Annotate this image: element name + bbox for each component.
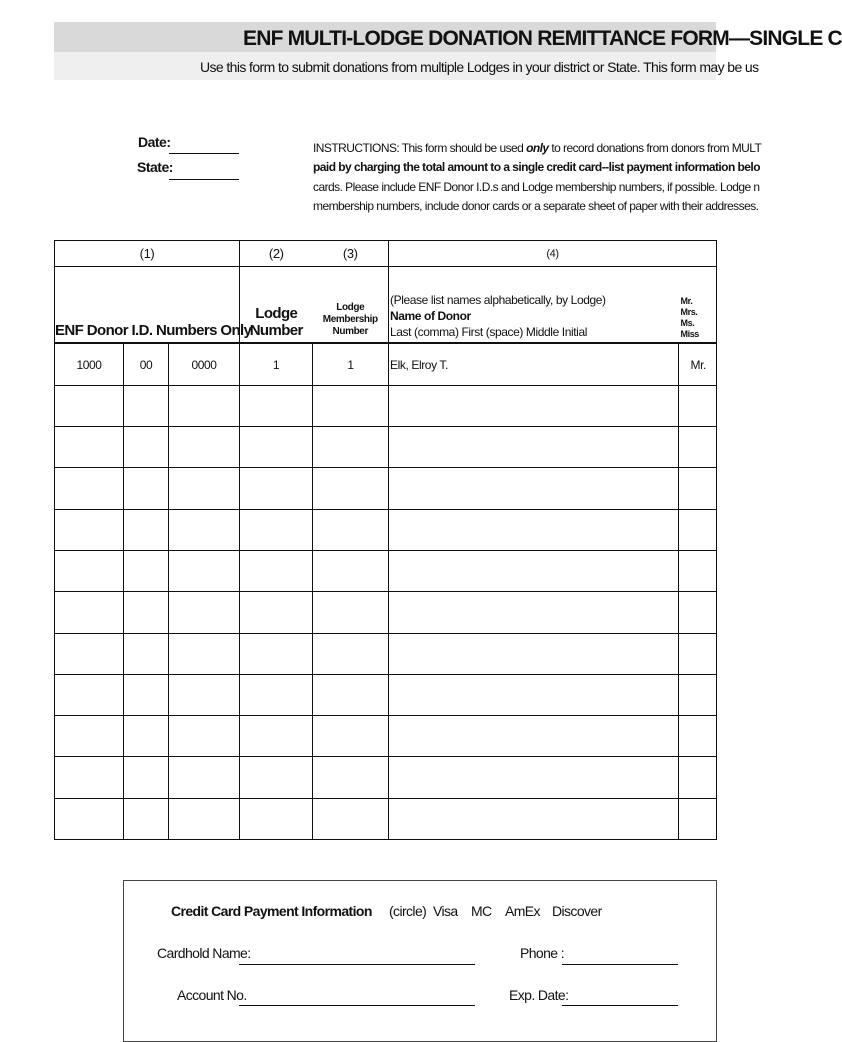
entry-lodge-number-cell[interactable] <box>240 592 313 633</box>
entry-lodge-number-cell[interactable] <box>240 385 313 426</box>
entry-lodge-number-cell[interactable] <box>240 551 313 592</box>
entry-membership-number-cell[interactable] <box>313 633 389 674</box>
entry-salutation-cell[interactable] <box>679 798 717 839</box>
card-circle-note: (circle) <box>389 903 427 919</box>
state-field[interactable] <box>169 179 239 180</box>
phone-label: Phone : <box>520 945 565 961</box>
entry-id-part-2-cell[interactable] <box>124 798 169 839</box>
example-id-part-3: 0000 <box>169 343 240 385</box>
donor-entry-row <box>55 468 717 509</box>
entry-id-part-3-cell[interactable] <box>169 798 240 839</box>
example-membership-number: 1 <box>313 343 389 385</box>
entry-membership-number-cell[interactable] <box>313 757 389 798</box>
instructions-emphasis: only <box>526 141 549 155</box>
entry-donor-name-cell[interactable] <box>389 468 679 509</box>
header-donor-id <box>55 267 252 344</box>
cardholder-name-field[interactable] <box>239 964 475 965</box>
donor-table <box>54 240 717 840</box>
entry-donor-name-cell[interactable] <box>389 798 679 839</box>
header-membership-line-3: Number <box>332 326 368 338</box>
entry-id-part-1-cell[interactable] <box>55 509 124 550</box>
header-salutation-mrs: Mrs. <box>680 307 698 318</box>
example-donor-name: Elk, Elroy T. <box>389 343 679 385</box>
entry-salutation-cell[interactable] <box>679 509 717 550</box>
entry-salutation-cell[interactable] <box>679 592 717 633</box>
entry-id-part-2-cell[interactable] <box>124 551 169 592</box>
entry-donor-name-cell[interactable] <box>389 757 679 798</box>
col-number-4: (4) <box>389 241 717 267</box>
entry-id-part-2-cell[interactable] <box>124 468 169 509</box>
example-id-part-1: 1000 <box>55 343 124 385</box>
entry-id-part-1-cell[interactable] <box>55 757 124 798</box>
entry-donor-name-cell[interactable] <box>389 716 679 757</box>
col-number-2: (2) <box>240 241 313 267</box>
entry-id-part-3-cell[interactable] <box>169 757 240 798</box>
entry-id-part-1-cell[interactable] <box>55 468 124 509</box>
card-option-discover[interactable]: Discover <box>552 903 602 919</box>
entry-membership-number-cell[interactable] <box>313 509 389 550</box>
header-membership-line-2: Membership <box>322 314 378 326</box>
example-id-part-2: 00 <box>124 343 169 385</box>
account-number-field[interactable] <box>239 1005 475 1006</box>
entry-id-part-1-cell[interactable] <box>55 798 124 839</box>
donor-entry-row <box>55 757 717 798</box>
phone-field[interactable] <box>562 964 678 965</box>
entry-id-part-1-cell[interactable] <box>55 633 124 674</box>
entry-lodge-number-cell[interactable] <box>240 716 313 757</box>
donor-entry-row <box>55 633 717 674</box>
entry-lodge-number-cell[interactable] <box>240 509 313 550</box>
entry-membership-number-cell[interactable] <box>313 427 389 468</box>
entry-salutation-cell[interactable] <box>679 674 717 715</box>
header-salutation <box>679 267 717 344</box>
entry-salutation-cell[interactable] <box>679 385 717 426</box>
entry-membership-number-cell[interactable] <box>313 385 389 426</box>
example-lodge-number: 1 <box>240 343 313 385</box>
form-subtitle: Use this form to submit donations from multiple Lodges in your district or State. This form may be us <box>200 59 759 75</box>
entry-id-part-1-cell[interactable] <box>55 427 124 468</box>
header-membership-number <box>313 267 389 344</box>
entry-donor-name-cell[interactable] <box>389 509 679 550</box>
donor-entry-row <box>55 385 717 426</box>
card-option-visa[interactable]: Visa <box>433 903 458 919</box>
entry-id-part-1-cell[interactable] <box>55 716 124 757</box>
header-salutation-miss: Miss <box>680 329 699 340</box>
entry-id-part-3-cell[interactable] <box>169 385 240 426</box>
example-salutation: Mr. <box>679 343 717 385</box>
entry-membership-number-cell[interactable] <box>313 716 389 757</box>
instructions-line-4: membership numbers, include donor cards or a separate sheet of paper with their addresses. <box>313 199 759 213</box>
instructions-line-3: cards. Please include ENF Donor I.D.s and Lodge membership numbers, if possible. Lodge n <box>313 180 760 194</box>
entry-donor-name-cell[interactable] <box>389 427 679 468</box>
instructions-line-2: paid by charging the total amount to a single credit card--list payment information belo <box>313 160 760 174</box>
donor-entry-row <box>55 551 717 592</box>
payment-title: Credit Card Payment Information <box>171 903 372 919</box>
header-name-format: Last (comma) First (space) Middle Initial <box>390 325 587 340</box>
header-salutation-mr: Mr. <box>680 296 693 307</box>
entry-salutation-cell[interactable] <box>679 633 717 674</box>
entry-id-part-3-cell[interactable] <box>169 427 240 468</box>
exp-date-label: Exp. Date: <box>509 987 569 1003</box>
entry-id-part-3-cell[interactable] <box>169 716 240 757</box>
entry-id-part-3-cell[interactable] <box>169 633 240 674</box>
entry-salutation-cell[interactable] <box>679 716 717 757</box>
account-number-label: Account No. <box>177 987 247 1003</box>
entry-id-part-2-cell[interactable] <box>124 509 169 550</box>
donor-entry-row <box>55 716 717 757</box>
entry-donor-name-cell[interactable] <box>389 592 679 633</box>
entry-id-part-2-cell[interactable] <box>124 716 169 757</box>
entry-id-part-3-cell[interactable] <box>169 674 240 715</box>
entry-lodge-number-cell[interactable] <box>240 798 313 839</box>
header-lodge-number-line-2: Number <box>249 322 303 340</box>
header-salutation-ms: Ms. <box>680 318 695 329</box>
entry-donor-name-cell[interactable] <box>389 674 679 715</box>
header-lodge-number-line-1: Lodge <box>255 305 298 323</box>
entry-id-part-3-cell[interactable] <box>169 551 240 592</box>
entry-salutation-cell[interactable] <box>679 468 717 509</box>
entry-lodge-number-cell[interactable] <box>240 427 313 468</box>
entry-id-part-2-cell[interactable] <box>124 757 169 798</box>
header-name-note: (Please list names alphabetically, by Lodge) <box>390 293 606 308</box>
entry-donor-name-cell[interactable] <box>389 551 679 592</box>
entry-id-part-2-cell[interactable] <box>124 427 169 468</box>
entry-lodge-number-cell[interactable] <box>240 468 313 509</box>
header-membership-line-1: Lodge <box>336 302 365 314</box>
header-name-title: Name of Donor <box>390 309 471 324</box>
entry-lodge-number-cell[interactable] <box>240 674 313 715</box>
entry-id-part-2-cell[interactable] <box>124 633 169 674</box>
entry-id-part-3-cell[interactable] <box>169 592 240 633</box>
card-option-mc[interactable]: MC <box>471 903 492 919</box>
entry-id-part-3-cell[interactable] <box>169 509 240 550</box>
date-field[interactable] <box>169 153 239 154</box>
header-donor-id-label: ENF Donor I.D. Numbers Only <box>55 322 252 340</box>
entry-lodge-number-cell[interactable] <box>240 757 313 798</box>
form-title: ENF MULTI-LODGE DONATION REMITTANCE FORM—SINGLE C <box>243 27 842 50</box>
entry-id-part-1-cell[interactable] <box>55 551 124 592</box>
entry-donor-name-cell[interactable] <box>389 385 679 426</box>
donor-entry-row <box>55 509 717 550</box>
entry-lodge-number-cell[interactable] <box>240 633 313 674</box>
header-donor-name <box>389 267 679 344</box>
donor-entry-row <box>55 592 717 633</box>
entry-id-part-2-cell[interactable] <box>124 674 169 715</box>
column-number-row <box>55 241 717 267</box>
header-lodge-number <box>240 267 313 344</box>
entry-id-part-1-cell[interactable] <box>55 592 124 633</box>
example-row <box>55 343 717 385</box>
entry-id-part-1-cell[interactable] <box>55 385 124 426</box>
cardholder-name-label: Cardhold Name: <box>157 945 251 961</box>
col-number-3: (3) <box>313 241 389 267</box>
entry-salutation-cell[interactable] <box>679 551 717 592</box>
entry-id-part-3-cell[interactable] <box>169 468 240 509</box>
state-label: State: <box>137 159 173 175</box>
date-label: Date: <box>138 134 171 150</box>
entry-membership-number-cell[interactable] <box>313 592 389 633</box>
entry-id-part-2-cell[interactable] <box>124 592 169 633</box>
donor-entry-row <box>55 674 717 715</box>
entry-id-part-2-cell[interactable] <box>124 385 169 426</box>
col-number-1: (1) <box>55 241 240 267</box>
donor-entry-row <box>55 798 717 839</box>
entry-salutation-cell[interactable] <box>679 427 717 468</box>
exp-date-field[interactable] <box>562 1005 678 1006</box>
instructions-suffix: to record donations from donors from MULT <box>548 141 762 155</box>
instructions-line-1 <box>313 141 762 155</box>
entry-id-part-1-cell[interactable] <box>55 674 124 715</box>
entry-membership-number-cell[interactable] <box>313 468 389 509</box>
entry-membership-number-cell[interactable] <box>313 798 389 839</box>
header-row <box>55 267 717 344</box>
entry-salutation-cell[interactable] <box>679 757 717 798</box>
entry-membership-number-cell[interactable] <box>313 551 389 592</box>
instructions-prefix: INSTRUCTIONS: This form should be used <box>313 141 527 155</box>
donor-entry-row <box>55 427 717 468</box>
card-option-amex[interactable]: AmEx <box>505 903 540 919</box>
entry-donor-name-cell[interactable] <box>389 633 679 674</box>
entry-membership-number-cell[interactable] <box>313 674 389 715</box>
